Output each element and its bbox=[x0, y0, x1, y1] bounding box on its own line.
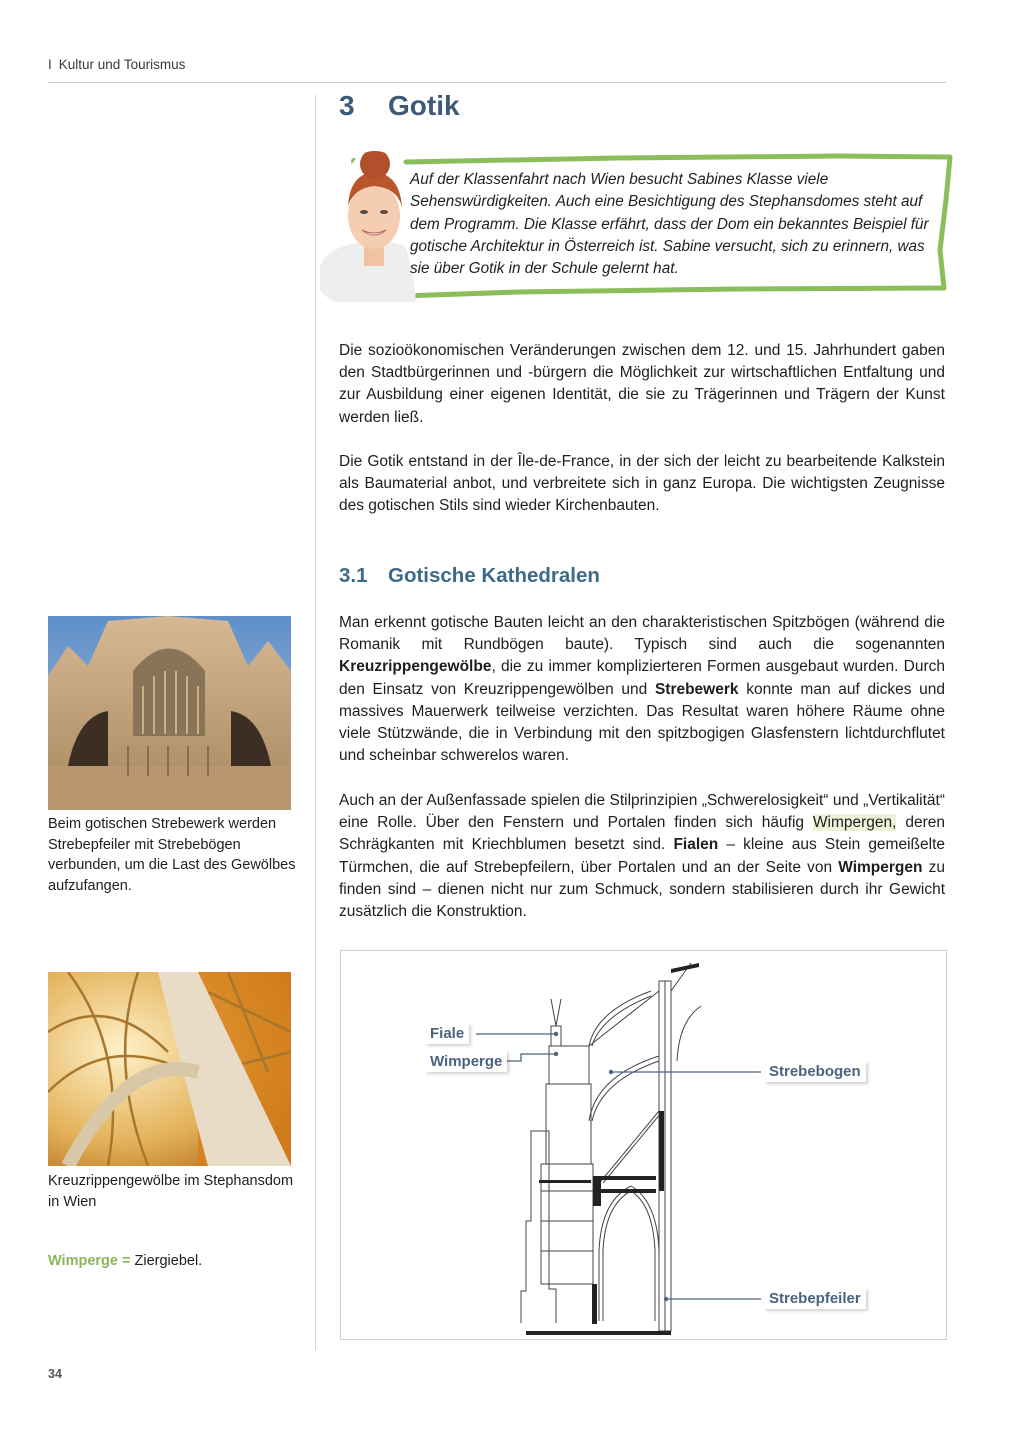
section-heading bbox=[339, 564, 600, 588]
sabine-avatar bbox=[320, 146, 416, 302]
intro-paragraph-1: Die sozioökonomischen Veränderungen zwischen dem 12. und 15. Jahrhundert gaben den Stadtbürgerinnen und -bürgern die Möglichkeit zur wirtschaftlichen Entfaltung und zur Ausbildung einer eigenen Identität, die sie zu Trägerinnen und Trägern der Kunst werden ließ. bbox=[339, 342, 945, 426]
text-run: , die zu immer komplizierteren Formen ausgebaut wurden. Durch den Einsatz von Kreuzrippengewölben und bbox=[339, 658, 945, 698]
intro-paragraph-2: Die Gotik entstand in der Île-de-France, in der sich der leicht zu bearbeitende Kalkstein als Baumaterial anbot, und verbreitete sich in ganz Europa. Die wichtigsten Zeugnisse des gotischen Stils sind wieder Kirchenbauten. bbox=[339, 453, 945, 515]
term-fialen: Fialen bbox=[673, 836, 719, 854]
column-divider bbox=[315, 95, 316, 1350]
text-run: Man erkennt gotische Bauten leicht an den charakteristischen Spitzbögen (während die Romanik mit Rundbögen baute). Typisch sind auch die sogenannten bbox=[339, 614, 945, 654]
label-strebebogen: Strebebogen bbox=[764, 1061, 866, 1082]
header-divider bbox=[48, 82, 946, 83]
story-box bbox=[318, 140, 958, 308]
running-header bbox=[48, 57, 185, 72]
section-paragraph-1 bbox=[339, 612, 945, 767]
glossary-definition: Ziergiebel. bbox=[130, 1253, 203, 1269]
buttress-diagram bbox=[340, 950, 947, 1340]
vault-photo-caption: Kreuzrippengewölbe im Stephansdom in Wien bbox=[48, 1173, 294, 1210]
chapter-number: 3 bbox=[339, 90, 355, 121]
chapter-title-text: Gotik bbox=[388, 90, 460, 121]
rib-vault-photo bbox=[48, 972, 291, 1166]
section-paragraph-2 bbox=[339, 790, 945, 923]
story-text: Auf der Klassenfahrt nach Wien besucht Sabines Klasse viele Sehenswürdigkeiten. Auch eine Besichtigung des Stephansdomes steht auf dem Programm. Die Klasse erfährt, dass der Dom ein bekanntes Beispiel für gotische Architektur in Österreich ist. Sabine versucht, sich zu erinnern, was sie über Gotik in der Schule gelernt hat. bbox=[410, 171, 929, 278]
facade-photo-caption: Beim gotischen Strebewerk werden Strebepfeiler mit Strebebögen verbunden, um die Last des Gewölbes aufzufangen. bbox=[48, 816, 296, 894]
section-title: Gotische Kathedralen bbox=[388, 564, 600, 587]
chapter-marker: I bbox=[48, 57, 52, 72]
glossary-highlight-wimpergen: Wimpergen, bbox=[812, 814, 897, 832]
text-run: zu finden sind – dienen nicht nur zum Schmuck, sondern stabilisieren durch ihr Gewicht zusätzlich die Konstruktion. bbox=[339, 858, 945, 921]
label-strebepfeiler: Strebepfeiler bbox=[764, 1288, 866, 1309]
term-strebewerk: Strebewerk bbox=[654, 680, 739, 698]
label-wimperge: Wimperge bbox=[425, 1051, 507, 1072]
text-run: – kleine aus Stein gemeißelte Türmchen, die auf Strebepfeilern, über Portalen und an der Seite von bbox=[339, 836, 945, 876]
text-run: deren Schrägkanten mit Kriechblumen besetzt sind. bbox=[339, 814, 946, 854]
cathedral-facade-photo bbox=[48, 616, 291, 810]
section-number: 3.1 bbox=[339, 564, 368, 587]
glossary-note bbox=[48, 1253, 202, 1269]
term-kreuzrippengewoelbe: Kreuzrippengewölbe bbox=[339, 658, 492, 676]
glossary-term: Wimperge = bbox=[48, 1253, 131, 1269]
term-wimpergen: Wimpergen bbox=[838, 858, 923, 876]
page-number: 34 bbox=[48, 1367, 62, 1381]
chapter-heading bbox=[339, 90, 460, 122]
cathedral-cross-section bbox=[341, 951, 946, 1339]
label-fiale: Fiale bbox=[425, 1023, 469, 1044]
text-run: konnte man auf dickes und massives Mauerwerk teilweise verzichten. Das Resultat waren höhere Räume ohne viele Stützwände, die in Verbindung mit den spitzbogigen Glasfenstern lichtdurchflutet und scheinbar schwerelos waren. bbox=[339, 680, 945, 765]
chapter-title: Kultur und Tourismus bbox=[58, 57, 186, 72]
text-run: Auch an der Außenfassade spielen die Stilprinzipien „Schwerelosigkeit“ und „Vertikalität“ eine Rolle. Über den Fenstern und Portalen finden sich häufig bbox=[339, 792, 945, 832]
